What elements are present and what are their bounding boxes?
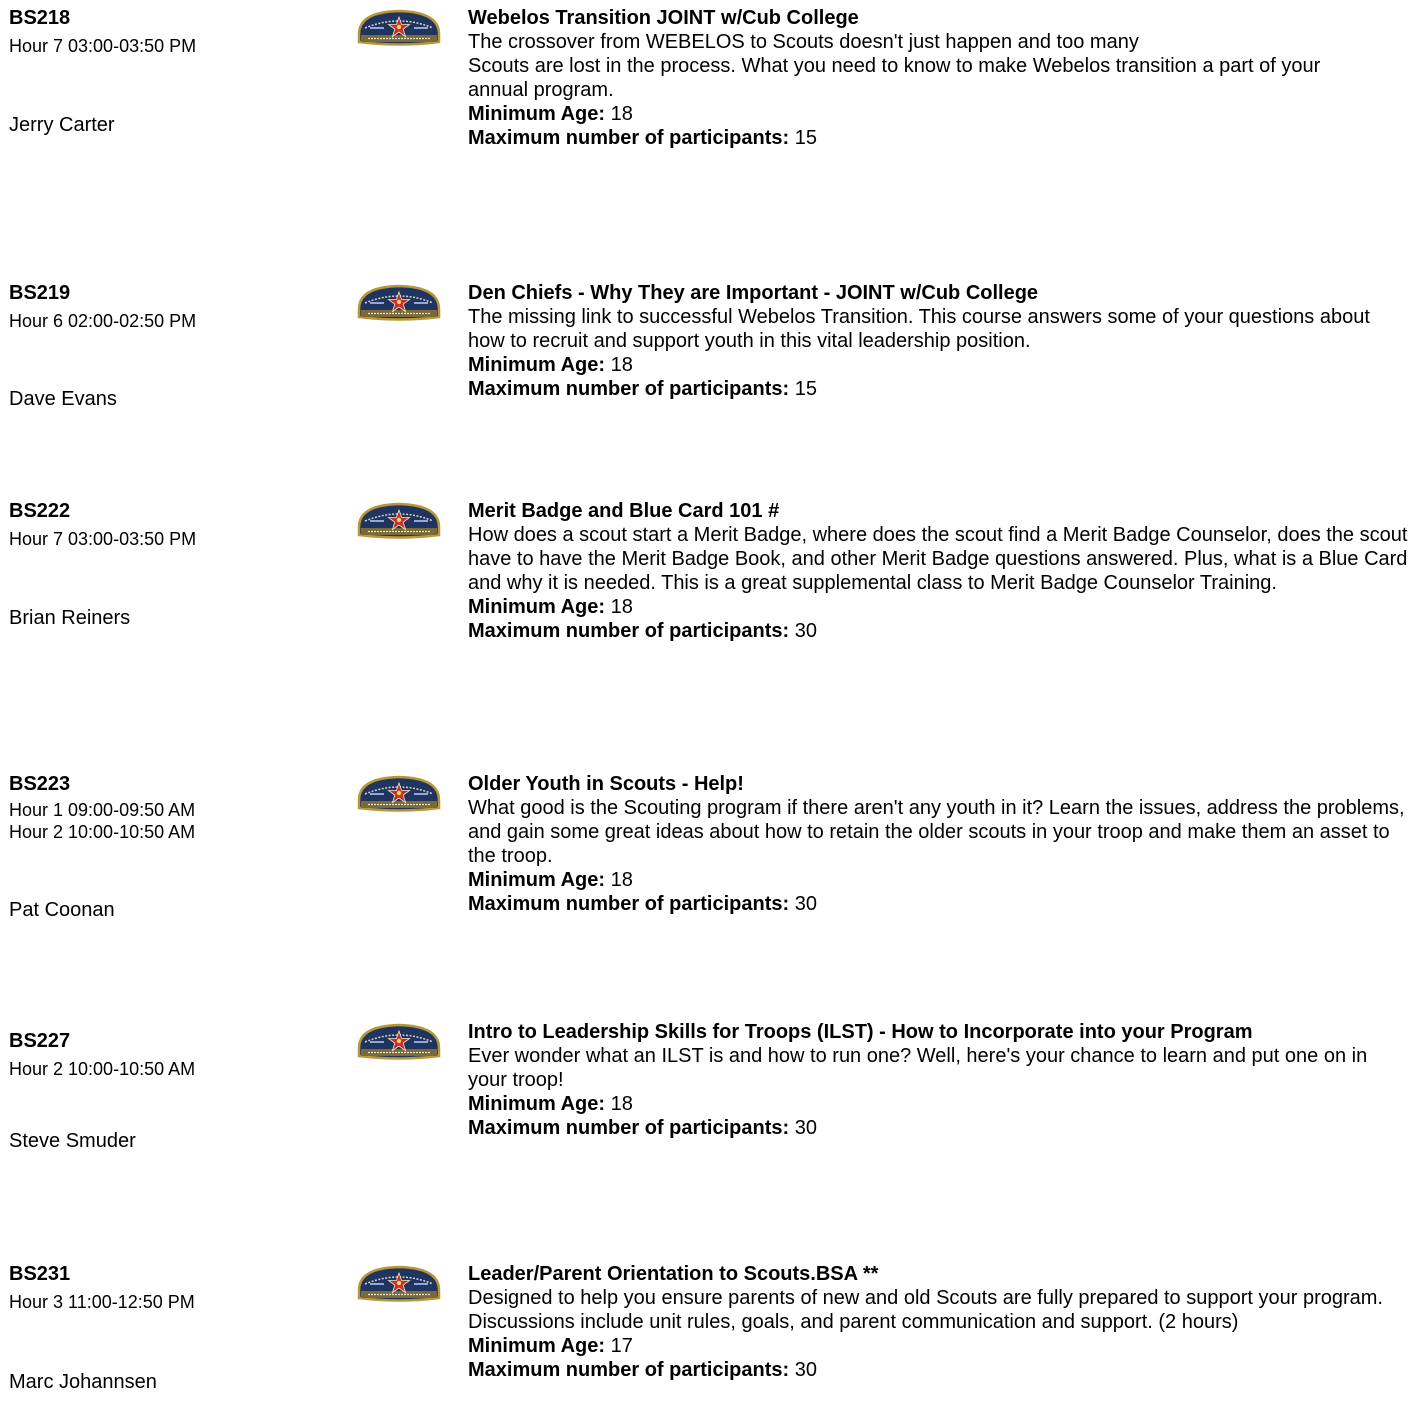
max-participants-value: 15 <box>794 127 817 149</box>
min-age-value: 18 <box>610 1093 633 1115</box>
course-instructor: Pat Coonan <box>9 899 115 921</box>
course-code: BS227 <box>9 1030 71 1052</box>
max-participants-row <box>468 1358 1403 1382</box>
course-code: BS219 <box>9 282 71 304</box>
council-patch-icon <box>356 283 442 323</box>
council-patch-icon <box>356 774 442 814</box>
course-description: Ever wonder what an ILST is and how to run one? Well, here's your chance to learn and put one on in your troop! <box>468 1045 1368 1091</box>
max-participants-label: Maximum number of participants: <box>468 1117 790 1139</box>
max-participants-label: Maximum number of participants: <box>468 1359 790 1381</box>
course-hours <box>9 1291 339 1313</box>
course-description: What good is the Scouting program if there aren't any youth in it? Learn the issues, address the problems, and gain some great ideas about how to retain the older scouts in your troop and make them an asset to the troop. <box>468 797 1405 867</box>
course-hours <box>9 1058 339 1080</box>
course-hours <box>9 799 339 843</box>
course-hour: Hour 2 10:00-10:50 AM <box>9 1059 196 1079</box>
course-instructor: Jerry Carter <box>9 114 115 136</box>
min-age-value: 18 <box>610 103 633 125</box>
min-age-label: Minimum Age: <box>468 354 606 376</box>
course-details <box>468 1262 1403 1382</box>
course-title: Older Youth in Scouts - Help! <box>468 773 744 795</box>
course-instructor: Brian Reiners <box>9 607 131 629</box>
course-info <box>9 772 339 921</box>
course-hour: Hour 2 10:00-10:50 AM <box>9 822 196 842</box>
course-hour: Hour 1 09:00-09:50 AM <box>9 800 196 820</box>
min-age-label: Minimum Age: <box>468 1093 606 1115</box>
min-age-row <box>468 353 1408 377</box>
course-details <box>468 6 1378 150</box>
course-instructor: Steve Smuder <box>9 1130 136 1152</box>
course-title: Intro to Leadership Skills for Troops (ILST) - How to Incorporate into your Program <box>468 1021 1253 1043</box>
course-description: The crossover from WEBELOS to Scouts doesn't just happen and too many Scouts are lost in the process. What you need to know to make Webelos transition a part of your annual program. <box>468 31 1321 101</box>
council-patch-icon <box>356 501 442 541</box>
max-participants-label: Maximum number of participants: <box>468 620 790 642</box>
course-title: Den Chiefs - Why They are Important - JOINT w/Cub College <box>468 282 1039 304</box>
course-details <box>468 1020 1368 1140</box>
course-description: How does a scout start a Merit Badge, where does the scout find a Merit Badge Counselor, does the scout have to have the Merit Badge Book, and other Merit Badge questions answered. Plus, what is a Blue Card and why it is needed. This is a great supplemental class to Merit Badge Counselor Training. <box>468 524 1408 594</box>
course-details <box>468 772 1408 916</box>
min-age-value: 18 <box>610 354 633 376</box>
course-hour: Hour 6 02:00-02:50 PM <box>9 311 197 331</box>
min-age-row <box>468 595 1408 619</box>
course-info <box>9 499 339 629</box>
min-age-value: 18 <box>610 596 633 618</box>
max-participants-row <box>468 377 1408 401</box>
course-info <box>9 281 339 410</box>
course-instructor: Marc Johannsen <box>9 1371 157 1393</box>
course-hours <box>9 310 339 332</box>
course-info <box>9 1020 339 1152</box>
course-code: BS222 <box>9 500 71 522</box>
min-age-row <box>468 1092 1338 1116</box>
course-details <box>468 499 1408 643</box>
max-participants-label: Maximum number of participants: <box>468 893 790 915</box>
max-participants-row <box>468 619 1408 643</box>
max-participants-value: 30 <box>794 1117 817 1139</box>
council-patch-icon <box>356 1264 442 1304</box>
min-age-value: 17 <box>610 1335 633 1357</box>
course-info <box>9 6 339 136</box>
course-title: Leader/Parent Orientation to Scouts.BSA ** <box>468 1263 879 1285</box>
max-participants-value: 15 <box>794 378 817 400</box>
min-age-label: Minimum Age: <box>468 1335 606 1357</box>
max-participants-value: 30 <box>794 620 817 642</box>
course-hours <box>9 528 339 550</box>
course-hours <box>9 35 339 57</box>
course-title: Merit Badge and Blue Card 101 # <box>468 500 780 522</box>
max-participants-value: 30 <box>794 1359 817 1381</box>
max-participants-label: Maximum number of participants: <box>468 378 790 400</box>
course-code: BS223 <box>9 773 71 795</box>
course-hour: Hour 3 11:00-12:50 PM <box>9 1292 195 1312</box>
max-participants-row <box>468 892 1408 916</box>
min-age-label: Minimum Age: <box>468 869 606 891</box>
min-age-row <box>468 102 1378 126</box>
min-age-row <box>468 868 1408 892</box>
course-hour: Hour 7 03:00-03:50 PM <box>9 529 197 549</box>
course-description: The missing link to successful Webelos Transition. This course answers some of your questions about how to recruit and support youth in this vital leadership position. <box>468 306 1370 352</box>
council-patch-icon <box>356 8 442 48</box>
min-age-value: 18 <box>610 869 633 891</box>
max-participants-row <box>468 1116 1338 1140</box>
max-participants-row <box>468 126 1378 150</box>
course-title: Webelos Transition JOINT w/Cub College <box>468 7 859 29</box>
course-details <box>468 281 1408 401</box>
course-instructor: Dave Evans <box>9 388 117 410</box>
council-patch-icon <box>356 1022 442 1062</box>
max-participants-value: 30 <box>794 893 817 915</box>
min-age-label: Minimum Age: <box>468 596 606 618</box>
course-info <box>9 1262 339 1393</box>
course-code: BS231 <box>9 1263 71 1285</box>
course-description: Designed to help you ensure parents of new and old Scouts are fully prepared to support your program. Discussions include unit rules, goals, and parent communication and support. (2 hours) <box>468 1287 1383 1333</box>
min-age-row <box>468 1334 1403 1358</box>
min-age-label: Minimum Age: <box>468 103 606 125</box>
course-hour: Hour 7 03:00-03:50 PM <box>9 36 197 56</box>
max-participants-label: Maximum number of participants: <box>468 127 790 149</box>
course-code: BS218 <box>9 7 71 29</box>
